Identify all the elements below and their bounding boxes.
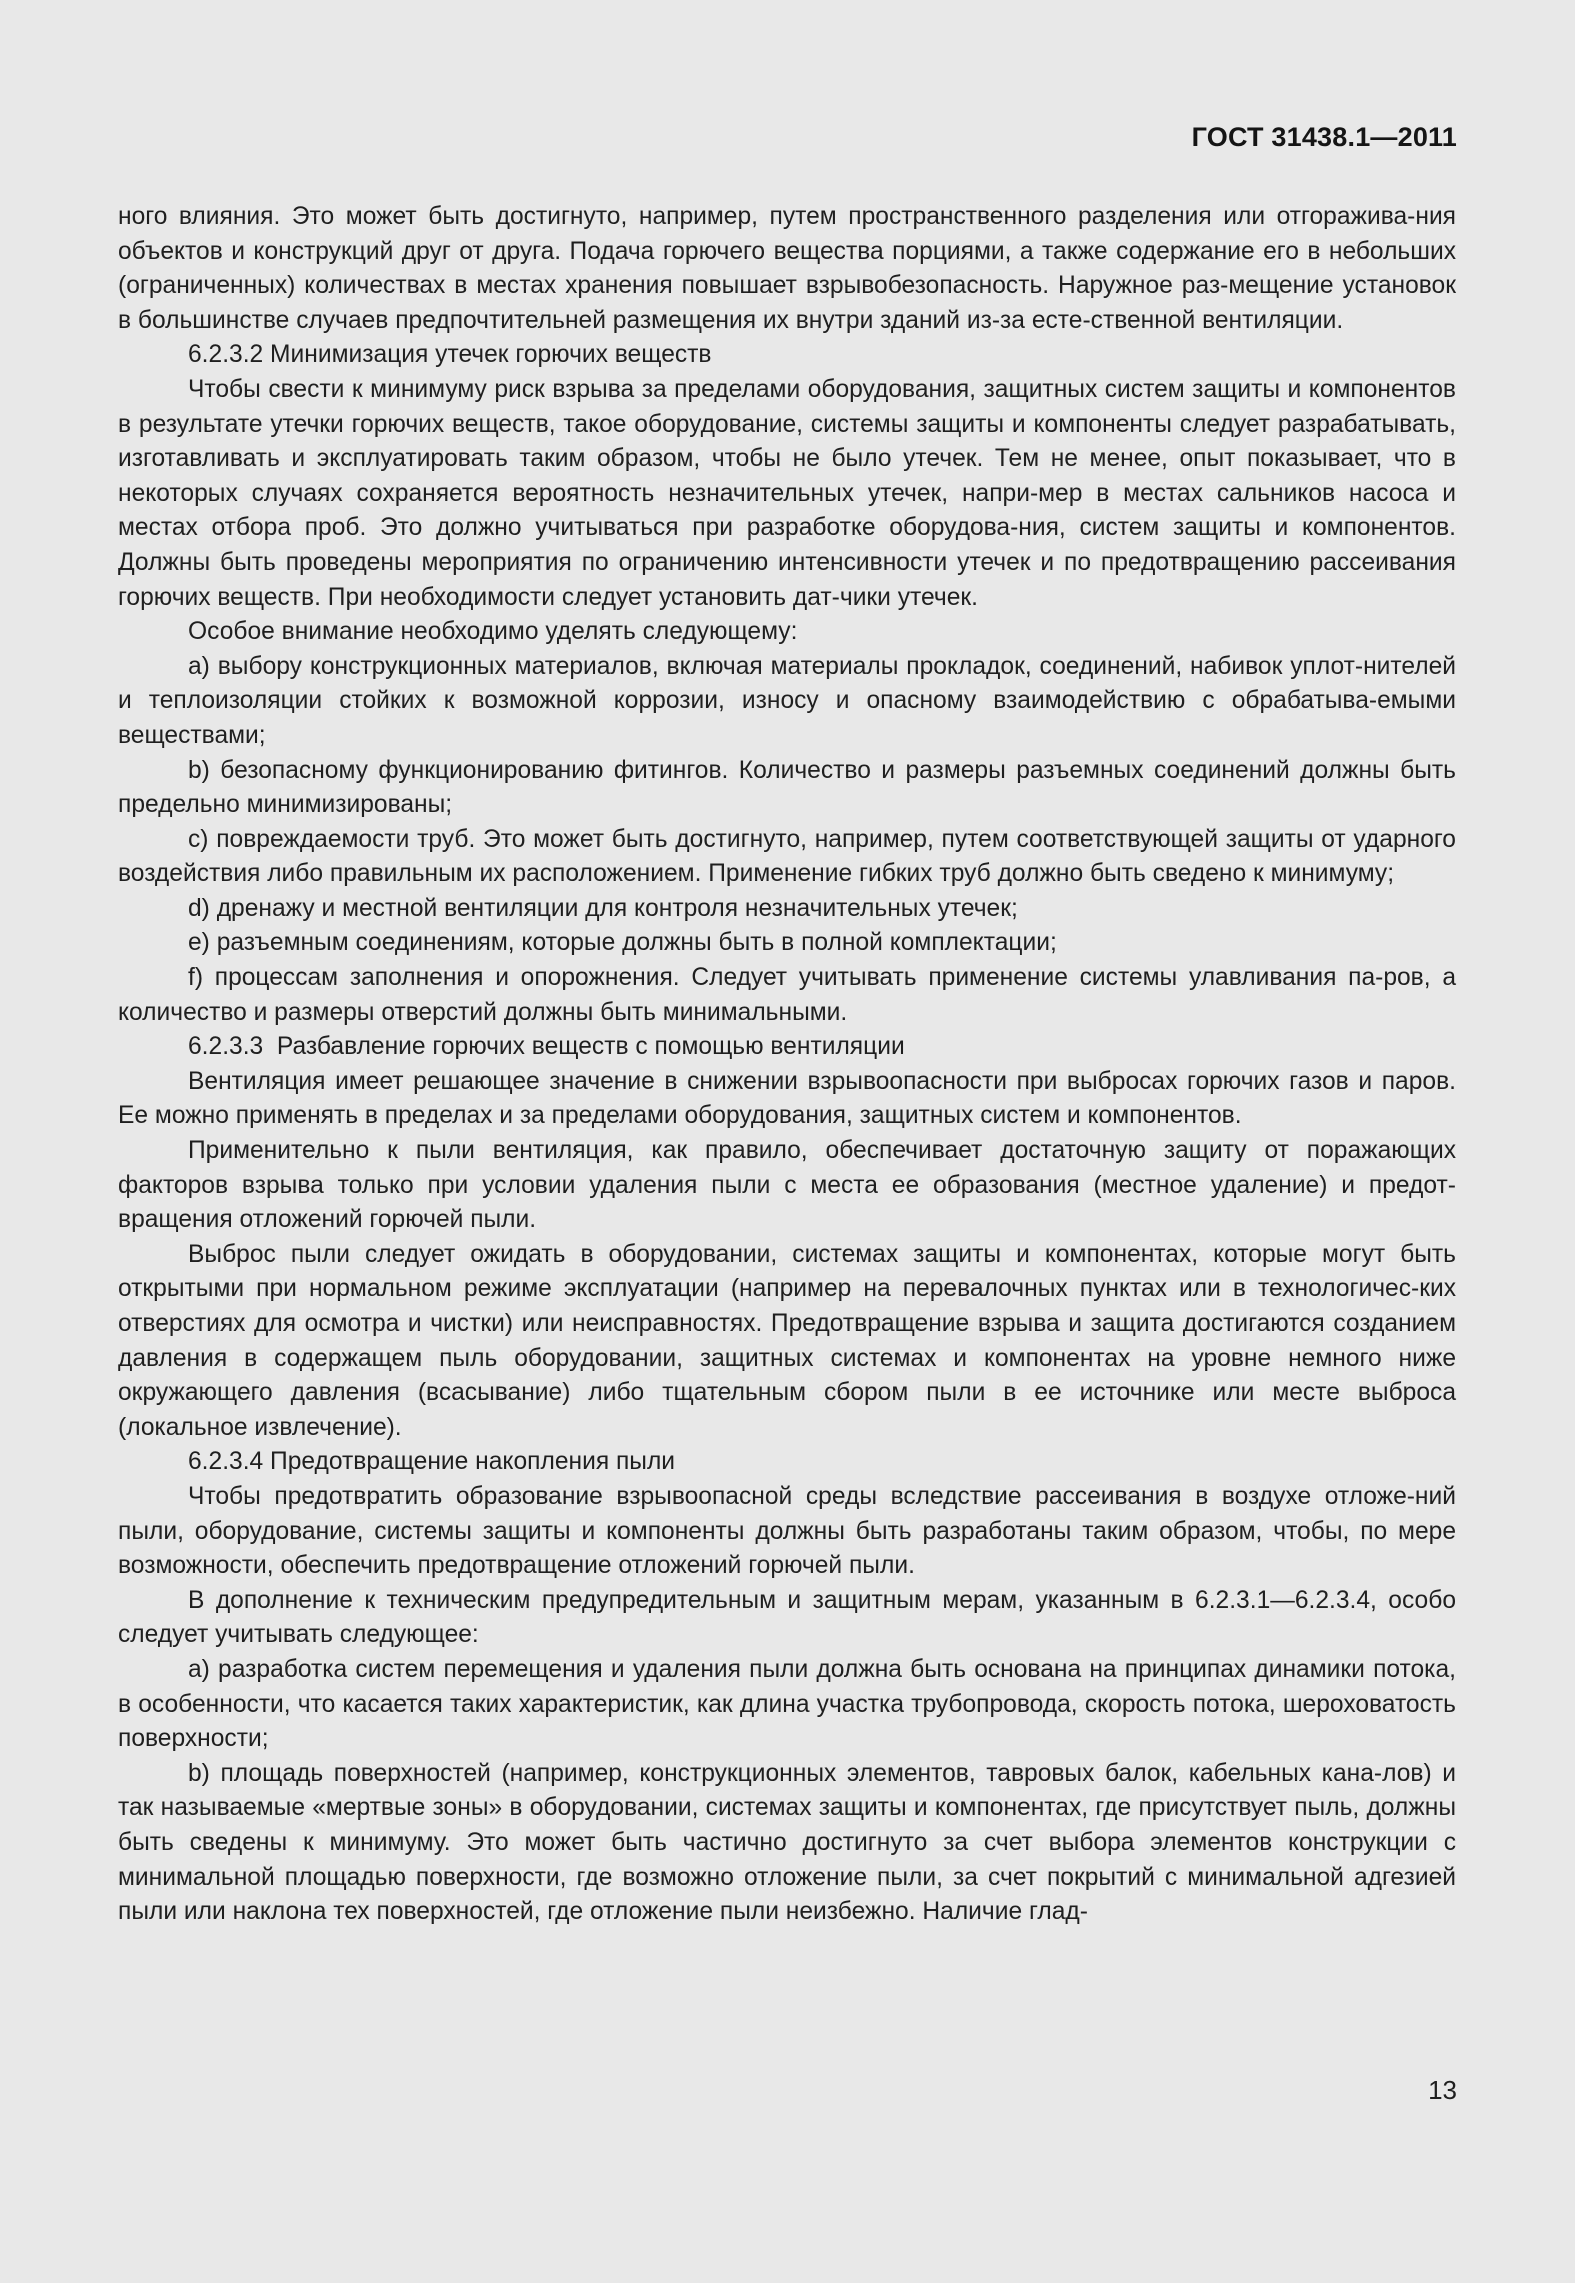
list-item-d: d) дренажу и местной вентиляции для контроля незначительных утечек; (188, 894, 1018, 922)
page-number: 13 (1428, 2075, 1457, 2105)
section-heading-6-2-3-4: 6.2.3.4 Предотвращение накопления пыли (188, 1448, 676, 1476)
list-item-a: а) разработка систем перемещения и удаления пыли должна быть основана на принципах динамики потока, в особенности, что касается таких характеристик, как длина участка трубопровода, скорость потока, шероховатость поверхности; (118, 1655, 1456, 1753)
paragraph: В дополнение к техническим предупредительным и защитным мерам, указанным в 6.2.3.1—6.2.3.4, особо следует учитывать следующее: (118, 1586, 1456, 1649)
paragraph: Выброс пыли следует ожидать в оборудовании, системах защиты и компонентах, которые могут быть открытыми при нормальном режиме эксплуатации (например на перевалочных пунктах или в технологичес-ких отверстиях для осмотра и чистки) или неисправностях. Предотвращение взрыва и защита достигаются созданием давления в содержащем пыль оборудовании, защитных системах и компонентах на уровне немного ниже окружающего давления (всасывание) либо тщательным сбором пыли в ее источнике или месте выброса (локальное извлечение). (118, 1240, 1456, 1441)
list-item-c: c) повреждаемости труб. Это может быть достигнуто, например, путем соответствующей защиты от ударного воздействия либо правильным их расположением. Применение гибких труб должно быть сведено к минимуму; (118, 825, 1456, 888)
list-item-b: b) площадь поверхностей (например, конструкционных элементов, тавровых балок, кабельных кана-лов) и так называемые «мертвые зоны» в оборудовании, системах защиты и компонентах, где присутствует пыль, должны быть сведены к минимуму. Это может быть частично достигнуто за счет выбора элементов конструкции с минимальной площадью поверхности, где возможно отложение пыли, за счет покрытий с минимальной адгезией пыли или наклона тех поверхностей, где отложение пыли неизбежно. Наличие глад- (118, 1759, 1456, 1926)
section-heading-6-2-3-2: 6.2.3.2 Минимизация утечек горючих веществ (188, 341, 712, 369)
list-item-a: а) выбору конструкционных материалов, включая материалы прокладок, соединений, набивок уплот-нителей и теплоизоляции стойких к возможной коррозии, износу и опасному взаимодействию с обрабатыва-емыми веществами; (118, 652, 1456, 749)
paragraph-continuation: ного влияния. Это может быть достигнуто, например, путем пространственного разделения или отгоражива-ния объектов и конструкций друг от друга. Подача горючего вещества порциями, а также содержание его в небольших (ограниченных) количествах в местах хранения повышает взрывобезопасность. Наружное раз-мещение установок в большинстве случаев предпочтительней размещения их внутри зданий из-за есте-ственной вентиляции. (118, 203, 1456, 334)
paragraph: Применительно к пыли вентиляция, как правило, обеспечивает достаточную защиту от поражающих факторов взрыва только при условии удаления пыли с места ее образования (местное удаление) и предот-вращения отложений горючей пыли. (118, 1137, 1456, 1234)
list-item-e: e) разъемным соединениям, которые должны быть в полной комплектации; (188, 929, 1057, 957)
paragraph: Чтобы свести к минимуму риск взрыва за пределами оборудования, защитных систем защиты и компонентов в результате утечки горючих веществ, такое оборудование, системы защиты и компоненты следует разрабатывать, изготавливать и эксплуатировать таким образом, чтобы не было утечек. Тем не менее, опыт показывает, что в некоторых случаях сохраняется вероятность незначительных утечек, напри-мер в местах сальников насоса и местах отбора проб. Это должно учитываться при разработке оборудова-ния, систем защиты и компонентов. Должны быть проведены мероприятия по ограничению интенсивности утечек и по предотвращению рассеивания горючих веществ. При необходимости следует установить дат-чики утечек. (118, 375, 1456, 611)
list-item-b: b) безопасному функционированию фитингов. Количество и размеры разъемных соединений должны быть предельно минимизированы; (118, 756, 1456, 819)
paragraph: Вентиляция имеет решающее значение в снижении взрывоопасности при выбросах горючих газов и паров. Ее можно применять в пределах и за пределами оборудования, защитных систем и компонентов. (118, 1067, 1456, 1130)
paragraph: Чтобы предотвратить образование взрывоопасной среды вследствие рассеивания в воздухе отложе-ний пыли, оборудование, системы защиты и компоненты должны быть разработаны таким образом, чтобы, по мере возможности, обеспечить предотвращение отложений горючей пыли. (118, 1482, 1456, 1580)
section-heading-6-2-3-3: 6.2.3.3 Разбавление горючих веществ с помощью вентиляции (188, 1033, 905, 1061)
list-item-f: f) процессам заполнения и опорожнения. Следует учитывать применение системы улавливания па-ров, а количество и размеры отверстий должны быть минимальными. (118, 964, 1456, 1026)
standard-header: ГОСТ 31438.1—2011 (1191, 122, 1457, 152)
paragraph: Особое внимание необходимо уделять следующему: (188, 618, 798, 646)
body-text (118, 200, 1456, 1930)
